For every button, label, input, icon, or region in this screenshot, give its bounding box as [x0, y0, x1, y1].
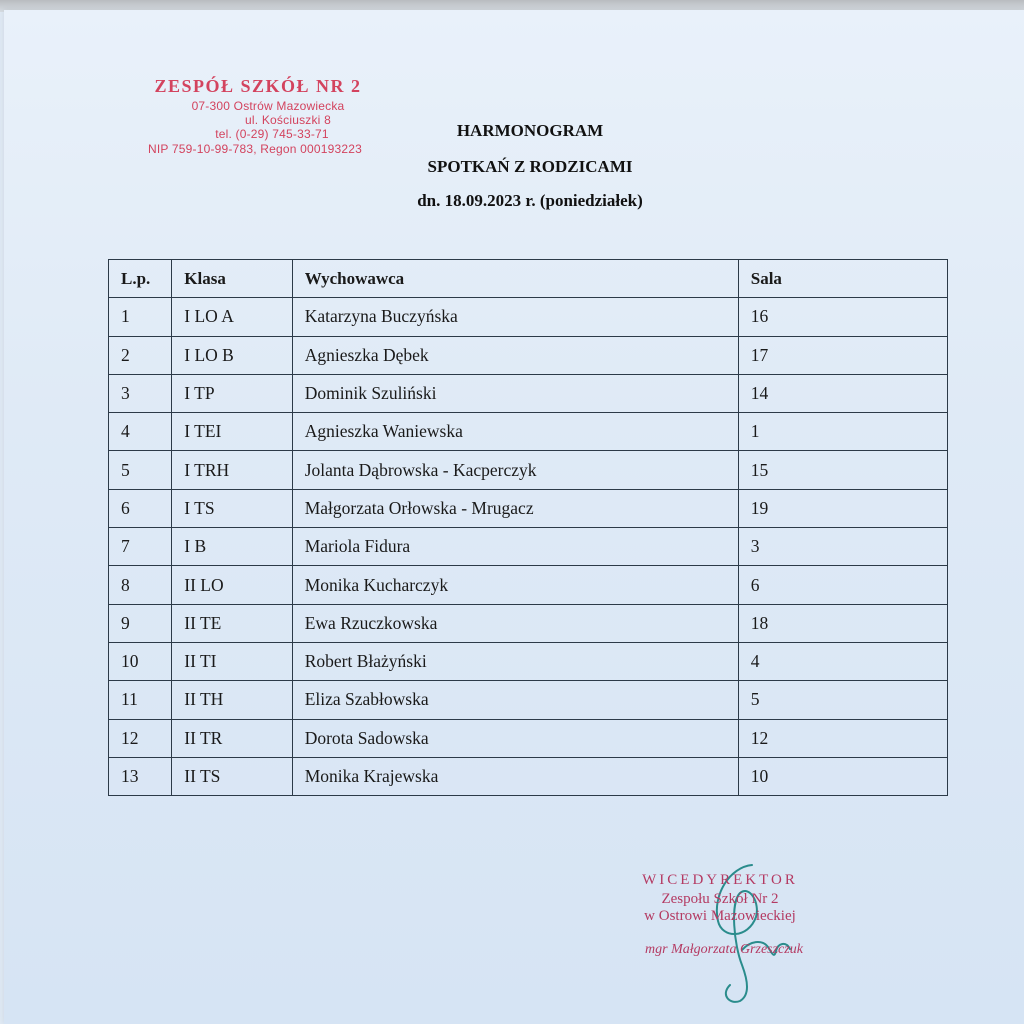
cell-teacher: Katarzyna Buczyńska: [292, 298, 738, 336]
cell-teacher: Monika Krajewska: [292, 757, 738, 795]
column-header-lp: L.p.: [109, 260, 172, 298]
table-row: [109, 489, 948, 527]
cell-class: II TI: [172, 642, 292, 680]
cell-room: 18: [738, 604, 947, 642]
stamp-tax-ids: NIP 759-10-99-783, Regon 000193223: [147, 141, 363, 156]
school-stamp: [140, 76, 370, 156]
cell-teacher: Dorota Sadowska: [292, 719, 738, 757]
cell-lp: 3: [109, 374, 172, 412]
cell-room: 12: [738, 719, 947, 757]
signature-name: mgr Małgorzata Grzeszczuk: [645, 941, 803, 957]
schedule-table: [108, 259, 948, 796]
cell-teacher: Agnieszka Waniewska: [292, 413, 738, 451]
cell-lp: 11: [109, 681, 172, 719]
cell-room: 4: [738, 642, 947, 680]
cell-room: 14: [738, 374, 947, 412]
table-row: [109, 604, 948, 642]
cell-lp: 4: [109, 413, 172, 451]
stamp-phone: tel. (0-29) 745-33-71: [215, 127, 329, 142]
signature-town: w Ostrowi Mazowieckiej: [644, 908, 796, 925]
cell-lp: 5: [109, 451, 172, 489]
cell-class: II LO: [172, 566, 292, 604]
signature-school: Zespołu Szkół Nr 2: [661, 891, 779, 907]
cell-room: 1: [738, 413, 947, 451]
cell-class: I TP: [172, 374, 292, 412]
cell-teacher: Mariola Fidura: [292, 528, 738, 566]
table-row: [109, 757, 948, 795]
document-subtitle: SPOTKAŃ Z RODZICAMI: [427, 157, 633, 176]
table-row: [109, 451, 948, 489]
cell-teacher: Eliza Szabłowska: [292, 681, 738, 719]
cell-teacher: Robert Błażyński: [292, 642, 738, 680]
cell-class: II TE: [172, 604, 292, 642]
table-row: [109, 681, 948, 719]
cell-room: 15: [738, 451, 947, 489]
cell-room: 6: [738, 566, 947, 604]
stamp-school-name: ZESPÓŁ SZKÓŁ NR 2: [154, 76, 362, 96]
cell-class: I TEI: [172, 413, 292, 451]
cell-class: I TRH: [172, 451, 292, 489]
document-date: dn. 18.09.2023 r. (poniedziałek): [417, 191, 643, 210]
cell-lp: 6: [109, 489, 172, 527]
cell-lp: 8: [109, 566, 172, 604]
cell-teacher: Małgorzata Orłowska - Mrugacz: [292, 489, 738, 527]
column-header-room: Sala: [738, 260, 947, 298]
cell-room: 19: [738, 489, 947, 527]
cell-class: II TH: [172, 681, 292, 719]
stamp-postal-address: 07-300 Ostrów Mazowiecka: [191, 98, 345, 113]
cell-lp: 12: [109, 719, 172, 757]
cell-teacher: Dominik Szuliński: [292, 374, 738, 412]
table-row: [109, 413, 948, 451]
table-row: [109, 719, 948, 757]
cell-lp: 2: [109, 336, 172, 374]
cell-room: 17: [738, 336, 947, 374]
cell-teacher: Jolanta Dąbrowska - Kacperczyk: [292, 451, 738, 489]
table-row: [109, 566, 948, 604]
cell-class: I B: [172, 528, 292, 566]
table-row: [109, 336, 948, 374]
cell-room: 10: [738, 757, 947, 795]
column-header-class: Klasa: [172, 260, 292, 298]
signature-stamp: [600, 872, 840, 958]
cell-class: I TS: [172, 489, 292, 527]
cell-class: II TS: [172, 757, 292, 795]
table-header-row: [109, 260, 948, 298]
cell-lp: 13: [109, 757, 172, 795]
cell-room: 16: [738, 298, 947, 336]
cell-class: I LO B: [172, 336, 292, 374]
column-header-teacher: Wychowawca: [292, 260, 738, 298]
cell-teacher: Ewa Rzuczkowska: [292, 604, 738, 642]
stamp-street-address: ul. Kościuszki 8: [245, 112, 331, 127]
table-row: [109, 642, 948, 680]
cell-lp: 10: [109, 642, 172, 680]
table-row: [109, 374, 948, 412]
cell-class: II TR: [172, 719, 292, 757]
cell-teacher: Monika Kucharczyk: [292, 566, 738, 604]
cell-lp: 1: [109, 298, 172, 336]
table-row: [109, 528, 948, 566]
document-title: HARMONOGRAM: [456, 121, 604, 140]
cell-lp: 9: [109, 604, 172, 642]
cell-room: 3: [738, 528, 947, 566]
signature-title: WICEDYREKTOR: [642, 872, 798, 888]
table-row: [109, 298, 948, 336]
cell-lp: 7: [109, 528, 172, 566]
cell-teacher: Agnieszka Dębek: [292, 336, 738, 374]
cell-class: I LO A: [172, 298, 292, 336]
cell-room: 5: [738, 681, 947, 719]
